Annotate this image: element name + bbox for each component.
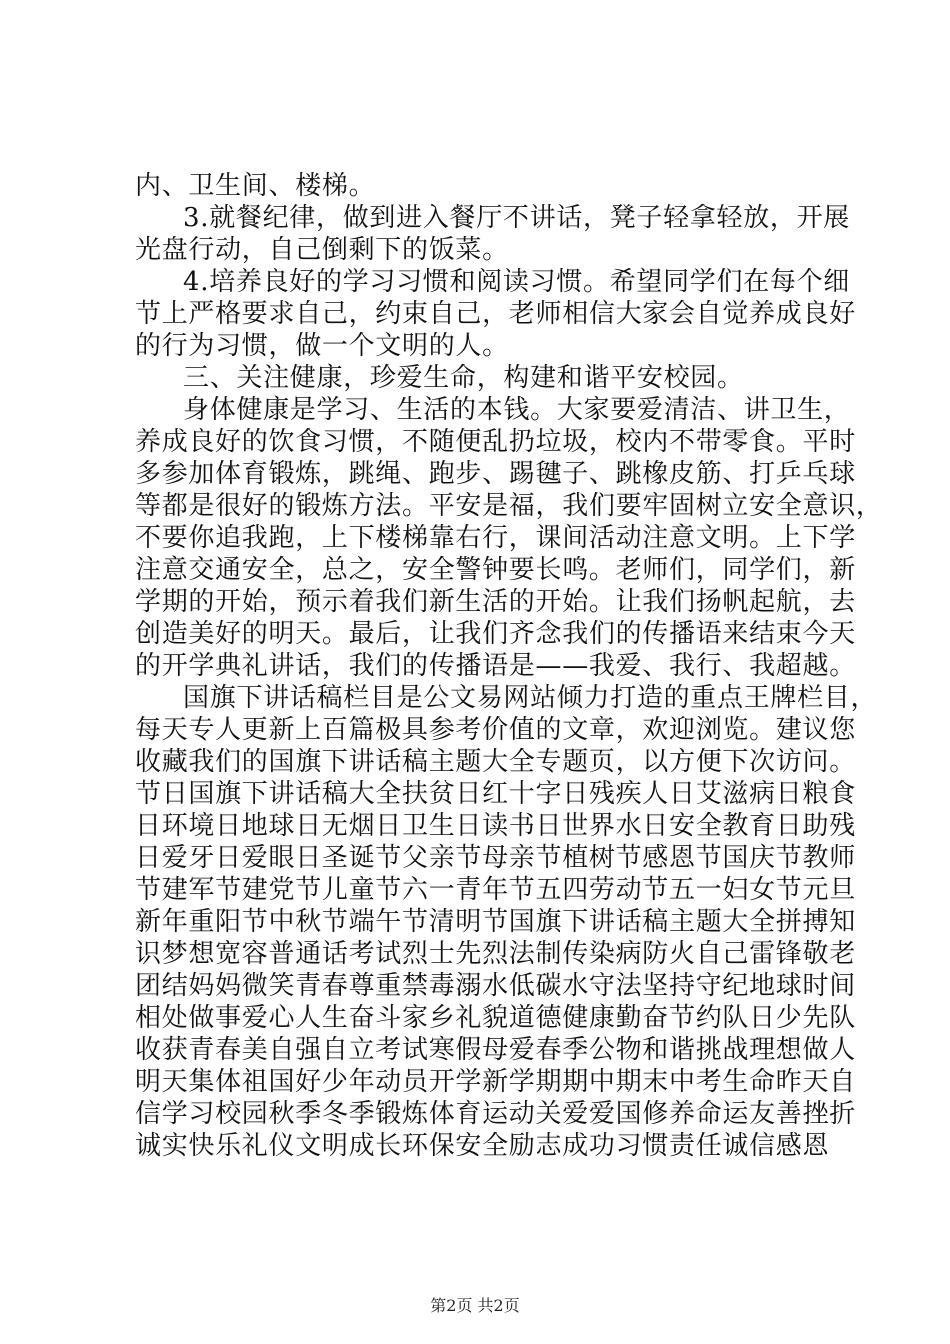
text-line: 信学习校园秋季冬季锻炼体育运动关爱爱国修养命运友善挫折 xyxy=(135,1099,856,1129)
text-line: 团结妈妈微笑青春尊重禁毒溺水低碳水守法坚持守纪地球时间 xyxy=(135,971,856,1001)
text-line: 创造美好的明天。最后，让我们齐念我们的传播语来结束今天 xyxy=(135,619,856,649)
text-line: 注意交通安全，总之，安全警钟要长鸣。老师们，同学们，新 xyxy=(135,555,856,585)
text-line: 新年重阳节中秋节端午节清明节国旗下讲话稿主题大全拼搏知 xyxy=(135,907,856,937)
text-line: 节建军节建党节儿童节六一青年节五四劳动节五一妇女节元旦 xyxy=(135,875,856,905)
text-line: 相处做事爱心人生奋斗家乡礼貌道德健康勤奋节约队日少先队 xyxy=(135,1003,856,1033)
text-line: 多参加体育锻炼，跳绳、跑步、踢毽子、跳橡皮筋、打乒乓球 xyxy=(135,459,856,489)
text-line: 国旗下讲话稿栏目是公文易网站倾力打造的重点王牌栏目， xyxy=(183,683,878,713)
text-line: 不要你追我跑，上下楼梯靠右行，课间活动注意文明。上下学 xyxy=(135,523,856,553)
text-line: 日爱牙日爱眼日圣诞节父亲节母亲节植树节感恩节国庆节教师 xyxy=(135,843,856,873)
text-line: 诚实快乐礼仪文明成长环保安全励志成功习惯责任诚信感恩 xyxy=(135,1131,830,1161)
text-line: 4.培养良好的学习习惯和阅读习惯。希望同学们在每个细 xyxy=(183,267,851,297)
text-line: 等都是很好的锻炼方法。平安是福，我们要牢固树立安全意识， xyxy=(135,491,883,521)
text-line: 的行为习惯，做一个文明的人。 xyxy=(135,331,509,361)
text-line: 内、卫生间、楼梯。 xyxy=(135,171,376,201)
text-line: 三、关注健康，珍爱生命，构建和谐平安校园。 xyxy=(183,363,744,393)
text-line: 学期的开始，预示着我们新生活的开始。让我们扬帆起航，去 xyxy=(135,587,856,617)
text-line: 日环境日地球日无烟日卫生日读书日世界水日安全教育日助残 xyxy=(135,811,856,841)
text-line: 的开学典礼讲话，我们的传播语是——我爱、我行、我超越。 xyxy=(135,651,856,681)
text-line: 3.就餐纪律，做到进入餐厅不讲话，凳子轻拿轻放，开展 xyxy=(183,203,851,233)
text-line: 收获青春美自强自立考试寒假母爱春季公物和谐挑战理想做人 xyxy=(135,1035,856,1065)
text-line: 身体健康是学习、生活的本钱。大家要爱清洁、讲卫生， xyxy=(183,395,851,425)
text-line: 光盘行动，自己倒剩下的饭菜。 xyxy=(135,235,509,265)
text-line: 收藏我们的国旗下讲话稿主题大全专题页，以方便下次访问。 xyxy=(135,747,856,777)
text-line: 识梦想宽容普通话考试烈士先烈法制传染病防火自己雷锋敬老 xyxy=(135,939,856,969)
text-line: 节上严格要求自己，约束自己，老师相信大家会自觉养成良好 xyxy=(135,299,856,329)
page-footer: 第2页 共2页 xyxy=(430,1296,520,1315)
text-line: 明天集体祖国好少年动员开学新学期期中期末中考生命昨天自 xyxy=(135,1067,856,1097)
text-line: 养成良好的饮食习惯，不随便乱扔垃圾，校内不带零食。平时 xyxy=(135,427,856,457)
text-line: 每天专人更新上百篇极具参考价值的文章，欢迎浏览。建议您 xyxy=(135,715,856,745)
text-line: 节日国旗下讲话稿大全扶贫日红十字日残疾人日艾滋病日粮食 xyxy=(135,779,856,809)
document-body xyxy=(135,170,883,1162)
